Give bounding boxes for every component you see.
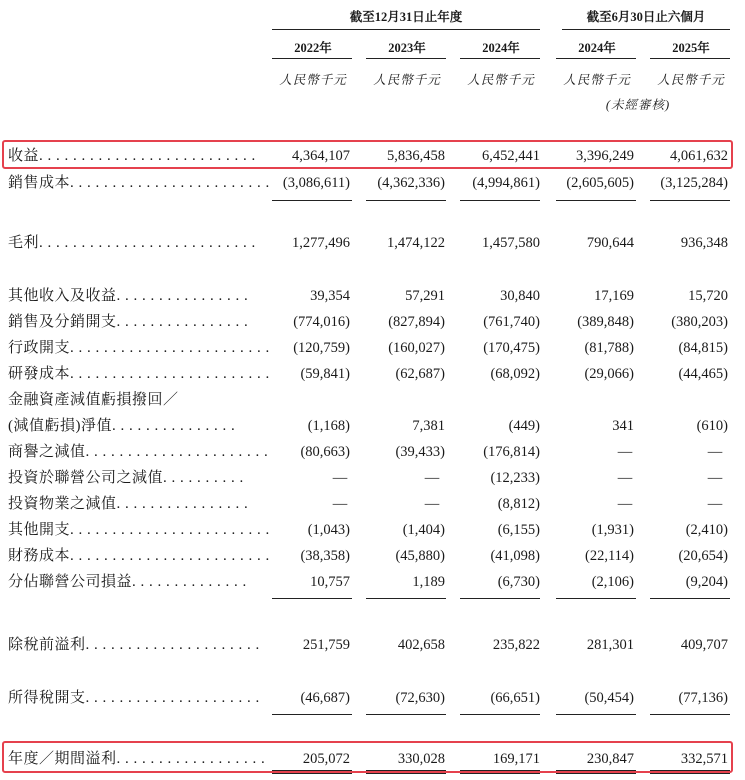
- row-value: (2,605,605): [566, 175, 634, 191]
- row-rnd-costs: [0, 363, 745, 385]
- row-value: 6,452,441: [482, 148, 540, 164]
- row-share-of-associates: [0, 571, 745, 593]
- row-value: (41,098): [490, 548, 540, 564]
- row-label: 分佔聯營公司損益. . . . . . . . . . . . . .: [8, 574, 247, 590]
- rule-share-2: [460, 598, 540, 599]
- header-annual-rule: [272, 29, 540, 30]
- row-value: 936,348: [680, 235, 728, 251]
- row-value: 3,396,249: [576, 148, 634, 164]
- row-value: 1,457,580: [482, 235, 540, 251]
- row-label: 投資物業之減值. . . . . . . . . . . . . . . .: [8, 496, 249, 512]
- row-value: (84,815): [678, 340, 728, 356]
- col-rule-3: [556, 58, 636, 59]
- row-value: (59,841): [300, 366, 350, 382]
- col-unit-2: 人民幣千元: [467, 73, 535, 87]
- row-value: (761,740): [483, 314, 540, 330]
- row-finance-costs: [0, 545, 745, 567]
- rule-final2-2: [460, 773, 540, 774]
- rule-tax-4: [650, 714, 730, 715]
- col-unit-3: 人民幣千元: [563, 73, 631, 87]
- row-value: (2,410): [685, 522, 728, 538]
- col-rule-4: [650, 58, 730, 59]
- row-cost-of-sales: [0, 172, 745, 194]
- row-label: 行政開支. . . . . . . . . . . . . . . . . . . . . . . .: [8, 340, 270, 356]
- row-gross-profit: [0, 232, 745, 254]
- row-value: 330,028: [397, 751, 445, 767]
- row-profit-before-tax: [0, 634, 745, 656]
- row-value: 409,707: [680, 637, 728, 653]
- row-value: 15,720: [688, 288, 728, 304]
- col-rule-2: [460, 58, 540, 59]
- row-value: 341: [612, 418, 634, 434]
- row-value: (68,092): [490, 366, 540, 382]
- col-year-3: 2024年: [578, 41, 616, 55]
- row-value: 402,658: [397, 637, 445, 653]
- rule-cost-3: [556, 200, 636, 201]
- col-year-1: 2023年: [388, 41, 426, 55]
- row-value: —: [707, 470, 723, 486]
- row-investment-property-impairment: [0, 493, 745, 515]
- rule-final2-4: [650, 773, 730, 774]
- rule-tax-3: [556, 714, 636, 715]
- row-value: 57,291: [405, 288, 445, 304]
- col-unit-0: 人民幣千元: [279, 73, 347, 87]
- row-value: 1,474,122: [387, 235, 445, 251]
- row-label: 其他開支. . . . . . . . . . . . . . . . . . . . . . . .: [8, 522, 270, 538]
- row-value: (6,155): [497, 522, 540, 538]
- row-value: (176,814): [483, 444, 540, 460]
- row-value: (72,630): [395, 690, 445, 706]
- row-value: (4,994,861): [472, 175, 540, 191]
- row-value: —: [332, 496, 348, 512]
- row-value: (774,016): [293, 314, 350, 330]
- rule-share-4: [650, 598, 730, 599]
- row-value: 7,381: [412, 418, 445, 434]
- col-note-3: (未經審核): [605, 98, 671, 112]
- row-value: —: [617, 496, 633, 512]
- row-label: 財務成本. . . . . . . . . . . . . . . . . . . . . . . .: [8, 548, 270, 564]
- row-value: (1,931): [591, 522, 634, 538]
- row-value: 30,840: [500, 288, 540, 304]
- row-value: 1,277,496: [292, 235, 350, 251]
- row-value: —: [332, 470, 348, 486]
- row-admin-expenses: [0, 337, 745, 359]
- row-value: —: [424, 470, 440, 486]
- row-value: (1,043): [307, 522, 350, 538]
- row-value: —: [617, 444, 633, 460]
- rule-final2-1: [366, 773, 446, 774]
- row-label: 銷售及分銷開支. . . . . . . . . . . . . . . .: [8, 314, 249, 330]
- row-value: —: [707, 496, 723, 512]
- row-value: (81,788): [584, 340, 634, 356]
- row-value: (170,475): [483, 340, 540, 356]
- row-value: (20,654): [678, 548, 728, 564]
- row-value: —: [424, 496, 440, 512]
- row-value: (449): [508, 418, 540, 434]
- row-label: 商譽之減值. . . . . . . . . . . . . . . . . . . . . .: [8, 444, 269, 460]
- row-value: (66,651): [490, 690, 540, 706]
- row-value: (2,106): [591, 574, 634, 590]
- row-label: 金融資產減值虧損撥回／: [8, 392, 179, 408]
- row-other-income: [0, 285, 745, 307]
- row-value: 4,061,632: [670, 148, 728, 164]
- row-value: (50,454): [584, 690, 634, 706]
- row-label: (減值虧損)淨值. . . . . . . . . . . . . . .: [8, 418, 236, 434]
- row-value: (389,848): [577, 314, 634, 330]
- row-value: (4,362,336): [377, 175, 445, 191]
- row-label: 研發成本. . . . . . . . . . . . . . . . . . . . . . . .: [8, 366, 270, 382]
- row-goodwill-impairment: [0, 441, 745, 463]
- row-value: 205,072: [302, 751, 350, 767]
- rule-cost-0: [272, 200, 352, 201]
- row-value: (45,880): [395, 548, 445, 564]
- row-value: 230,847: [586, 751, 634, 767]
- rule-tax-1: [366, 714, 446, 715]
- row-value: (6,730): [497, 574, 540, 590]
- row-value: —: [707, 444, 723, 460]
- rule-tax-2: [460, 714, 540, 715]
- row-value: 10,757: [310, 574, 350, 590]
- row-label: 年度／期間溢利. . . . . . . . . . . . . . . . . .: [8, 751, 266, 767]
- row-value: (38,358): [300, 548, 350, 564]
- row-value: 1,189: [412, 574, 445, 590]
- row-value: (29,066): [584, 366, 634, 382]
- row-associate-impairment: [0, 467, 745, 489]
- row-value: (39,433): [395, 444, 445, 460]
- row-label: 除稅前溢利. . . . . . . . . . . . . . . . . . . . .: [8, 637, 260, 653]
- row-value: (12,233): [490, 470, 540, 486]
- row-value: (44,465): [678, 366, 728, 382]
- row-value: (160,027): [388, 340, 445, 356]
- row-value: 251,759: [302, 637, 350, 653]
- rule-final-4: [650, 770, 730, 771]
- rule-final-2: [460, 770, 540, 771]
- row-value: 281,301: [586, 637, 634, 653]
- row-value: 235,822: [492, 637, 540, 653]
- row-impairment-financial-assets-line1: [0, 389, 745, 411]
- row-profit-for-period: [0, 748, 745, 770]
- rule-final-0: [272, 770, 352, 771]
- row-value: (1,168): [307, 418, 350, 434]
- row-value: —: [617, 470, 633, 486]
- header-half-rule: [562, 29, 730, 30]
- col-year-4: 2025年: [672, 41, 710, 55]
- row-label: 收益. . . . . . . . . . . . . . . . . . . . . . . . . .: [8, 148, 256, 164]
- row-value: 790,644: [586, 235, 634, 251]
- col-rule-0: [272, 58, 352, 59]
- row-impairment-financial-assets: [0, 415, 745, 437]
- header-annual-group: 截至12月31日止年度: [349, 10, 463, 24]
- row-value: 332,571: [680, 751, 728, 767]
- col-unit-4: 人民幣千元: [657, 73, 725, 87]
- row-value: (120,759): [293, 340, 350, 356]
- col-unit-1: 人民幣千元: [373, 73, 441, 87]
- row-selling-expenses: [0, 311, 745, 333]
- row-label: 毛利. . . . . . . . . . . . . . . . . . . . . . . . . .: [8, 235, 256, 251]
- row-value: (380,203): [671, 314, 728, 330]
- rule-share-3: [556, 598, 636, 599]
- row-value: 39,354: [310, 288, 350, 304]
- rule-final-1: [366, 770, 446, 771]
- rule-final2-3: [556, 773, 636, 774]
- rule-final-3: [556, 770, 636, 771]
- row-value: (62,687): [395, 366, 445, 382]
- row-label: 其他收入及收益. . . . . . . . . . . . . . . .: [8, 288, 249, 304]
- row-value: (22,114): [585, 548, 634, 564]
- rule-tax-0: [272, 714, 352, 715]
- row-label: 銷售成本. . . . . . . . . . . . . . . . . . . . . . . .: [8, 175, 270, 191]
- row-value: 4,364,107: [292, 148, 350, 164]
- col-year-0: 2022年: [294, 41, 332, 55]
- row-value: (3,086,611): [282, 175, 350, 191]
- row-value: (1,404): [402, 522, 445, 538]
- row-value: (827,894): [388, 314, 445, 330]
- row-label: 投資於聯營公司之減值. . . . . . . . . .: [8, 470, 244, 486]
- col-rule-1: [366, 58, 446, 59]
- row-label: 所得稅開支. . . . . . . . . . . . . . . . . . . . .: [8, 690, 260, 706]
- row-revenue: [0, 145, 745, 167]
- rule-share-1: [366, 598, 446, 599]
- header-half-group: 截至6月30日止六個月: [586, 10, 706, 24]
- row-value: (46,687): [300, 690, 350, 706]
- row-value: (8,812): [497, 496, 540, 512]
- row-value: 5,836,458: [387, 148, 445, 164]
- row-value: (610): [696, 418, 728, 434]
- rule-cost-4: [650, 200, 730, 201]
- row-other-expenses: [0, 519, 745, 541]
- row-income-tax: [0, 687, 745, 709]
- rule-cost-2: [460, 200, 540, 201]
- row-value: (80,663): [300, 444, 350, 460]
- col-year-2: 2024年: [482, 41, 520, 55]
- rule-cost-1: [366, 200, 446, 201]
- row-value: (3,125,284): [660, 175, 728, 191]
- row-value: (77,136): [678, 690, 728, 706]
- row-value: (9,204): [685, 574, 728, 590]
- row-value: 169,171: [492, 751, 540, 767]
- rule-share-0: [272, 598, 352, 599]
- row-value: 17,169: [594, 288, 634, 304]
- rule-final2-0: [272, 773, 352, 774]
